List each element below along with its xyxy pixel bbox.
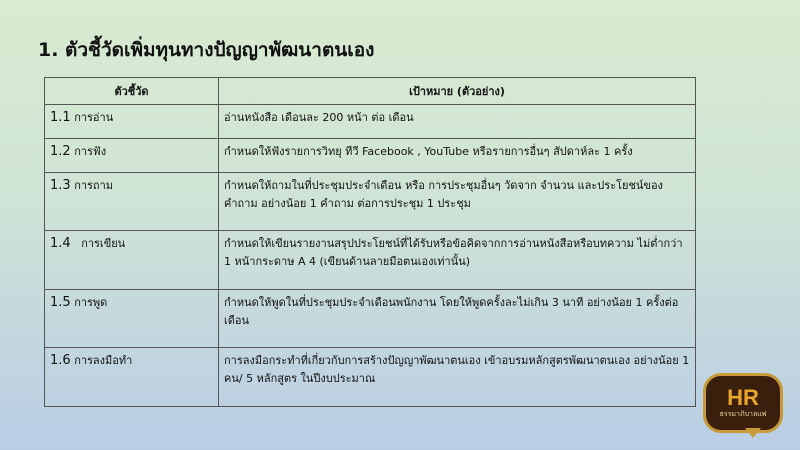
row-label — [45, 173, 219, 231]
row-target: อ่านหนังสือ เดือนละ 200 หน้า ต่อ เดือน — [219, 105, 696, 139]
logo-main-text: HR — [727, 384, 759, 410]
table-row — [45, 289, 696, 347]
row-label-text: การพูด — [74, 295, 108, 309]
logo-sub-text: ธรรมาภิบาลแพ่ — [719, 409, 767, 418]
row-number: 1.6 — [50, 353, 71, 369]
logo-bubble-tail — [745, 428, 761, 438]
row-label-text: การลงมือทำ — [74, 354, 133, 368]
table-header-row — [45, 78, 696, 105]
row-target: กำหนดให้พูดในที่ประชุมประจำเดือนพนักงาน โดยให้พูดครั้งละไม่เกิน 3 นาที อย่างน้อย 1 ครั้งต่อเดือน — [219, 289, 696, 347]
table-row — [45, 173, 696, 231]
table-row — [45, 231, 696, 289]
page-title: 1. ตัวชี้วัดเพิ่มทุนทางปัญญาพัฒนาตนเอง — [38, 39, 375, 61]
table-row — [45, 105, 696, 139]
row-number: 1.1 — [50, 110, 71, 125]
row-label — [45, 231, 219, 289]
row-target: กำหนดให้เขียนรายงานสรุปประโยชน์ที่ได้รับหรือข้อคิดจากการอ่านหนังสือหรือบทความ ไม่ต่ำกว่า 1 หน้ากระดาษ A 4 (เขียนด้านลายมือตนเองเท่านั้น) — [219, 231, 696, 289]
row-label-text: การถาม — [74, 179, 114, 192]
header-indicator: ตัวชี้วัด — [45, 78, 219, 105]
row-label-text: การเขียน — [81, 237, 126, 251]
row-label — [45, 289, 219, 347]
row-label — [45, 348, 219, 407]
row-number: 1.5 — [50, 294, 71, 310]
row-label-text: การฟัง — [74, 145, 107, 158]
row-target: กำหนดให้ฟังรายการวิทยุ ทีวี Facebook , YouTube หรือรายการอื่นๆ สัปดาห์ละ 1 ครั้ง — [219, 139, 696, 173]
table-row — [45, 348, 696, 407]
row-number: 1.2 — [50, 144, 71, 159]
hr-logo — [703, 373, 783, 433]
row-label — [45, 139, 219, 173]
row-number: 1.4 — [50, 236, 71, 252]
header-target: เป้าหมาย (ตัวอย่าง) — [219, 78, 696, 105]
row-target: กำหนดให้ถามในที่ประชุมประจำเดือน หรือ การประชุมอื่นๆ วัดจาก จำนวน และประโยชน์ของคำถาม อย่างน้อย 1 คำถาม ต่อการประชุม 1 ประชุม — [219, 173, 696, 231]
row-label-text: การอ่าน — [74, 111, 114, 124]
row-target: การลงมือกระทำที่เกี่ยวกับการสร้างปัญญาพัฒนาตนเอง เข้าอบรมหลักสูตรพัฒนาตนเอง อย่างน้อย 1 คน/ 5 หลักสูตร ในปีงบประมาณ — [219, 348, 696, 407]
indicator-table — [44, 77, 696, 407]
table-row — [45, 139, 696, 173]
row-label — [45, 105, 219, 139]
row-number: 1.3 — [50, 178, 71, 193]
